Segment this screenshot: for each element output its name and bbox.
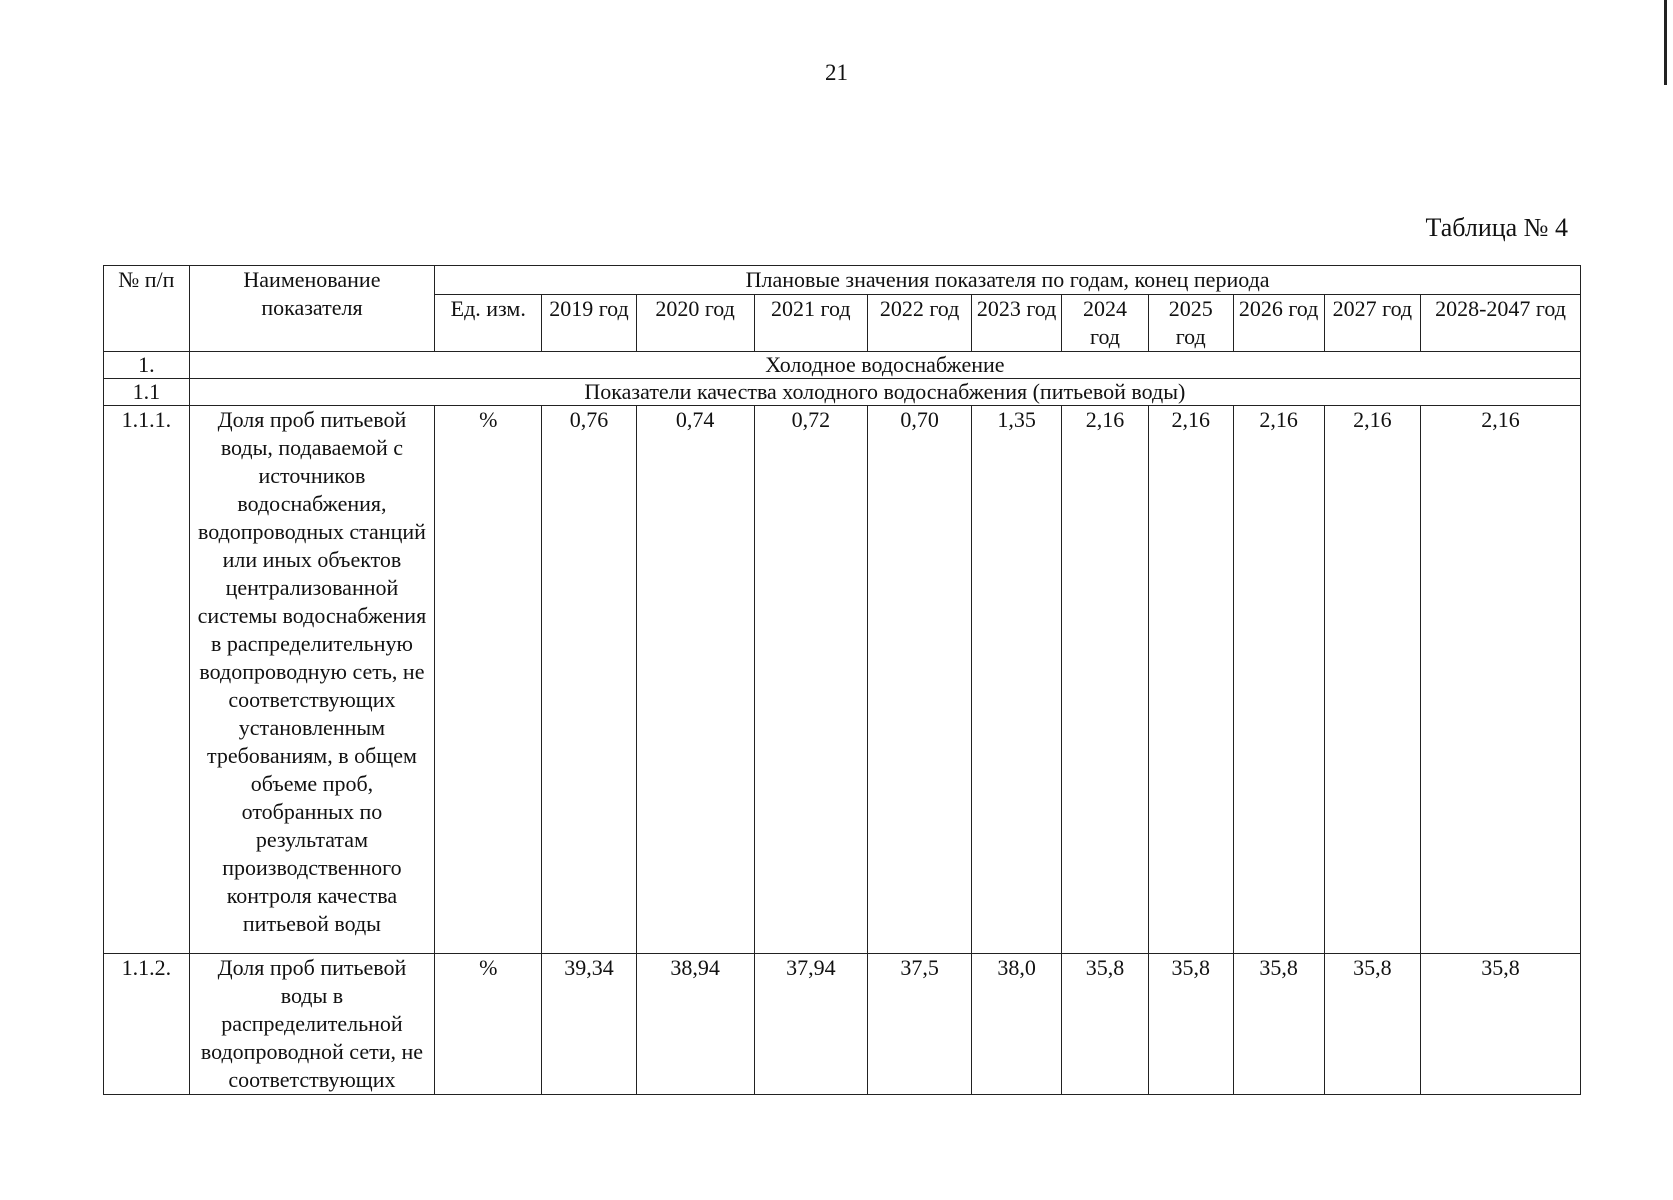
unit-cell: % [435, 954, 542, 1095]
header-group: Плановые значения показателя по годам, конец периода [435, 266, 1581, 295]
unit-cell: % [435, 406, 542, 954]
section-title: Холодное водоснабжение [189, 352, 1580, 379]
section-title: Показатели качества холодного водоснабжения (питьевой воды) [189, 379, 1580, 406]
header-num: № п/п [104, 266, 190, 352]
value-cell: 0,74 [636, 406, 754, 954]
header-unit: Ед. изм. [435, 295, 542, 352]
value-cell: 1,35 [972, 406, 1062, 954]
page-number: 21 [825, 60, 848, 85]
section-row [104, 379, 1581, 406]
header-year: 2021 год [754, 295, 868, 352]
value-cell: 0,70 [868, 406, 972, 954]
value-cell: 35,8 [1062, 954, 1149, 1095]
row-num: 1.1.1. [104, 406, 190, 954]
header-name: Наименование показателя [189, 266, 434, 352]
header-year: 2025 год [1148, 295, 1233, 352]
indicator-name: Доля проб питьевой воды в распределительной водопроводной сети, не соответствующих [189, 954, 434, 1095]
header-year: 2026 год [1233, 295, 1324, 352]
indicator-name: Доля проб питьевой воды, подаваемой с источников водоснабжения, водопроводных станций или иных объектов централизованной системы водоснабжения в распределительную водопроводную сеть, не соответствующих установленным требованиям, в общем объеме проб, отобранных по результатам производственного контроля качества питьевой воды [189, 406, 434, 954]
value-cell: 2,16 [1148, 406, 1233, 954]
header-year: 2020 год [636, 295, 754, 352]
table-header-row-1 [104, 266, 1581, 295]
value-cell: 2,16 [1233, 406, 1324, 954]
value-cell: 37,94 [754, 954, 868, 1095]
section-num: 1.1 [104, 379, 190, 406]
header-year: 2019 год [542, 295, 636, 352]
table-caption: Таблица № 4 [1425, 213, 1568, 242]
header-year: 2027 год [1324, 295, 1420, 352]
table-row [104, 406, 1581, 954]
header-year: 2023 год [972, 295, 1062, 352]
value-cell: 38,94 [636, 954, 754, 1095]
value-cell: 35,8 [1324, 954, 1420, 1095]
value-cell: 0,72 [754, 406, 868, 954]
header-year: 2024 год [1062, 295, 1149, 352]
value-cell: 2,16 [1421, 406, 1581, 954]
value-cell: 35,8 [1421, 954, 1581, 1095]
value-cell: 35,8 [1148, 954, 1233, 1095]
section-row [104, 352, 1581, 379]
header-year: 2028-2047 год [1421, 295, 1581, 352]
indicators-table [103, 265, 1581, 1095]
value-cell: 0,76 [542, 406, 636, 954]
value-cell: 2,16 [1062, 406, 1149, 954]
table-row [104, 954, 1581, 1095]
value-cell: 37,5 [868, 954, 972, 1095]
header-year: 2022 год [868, 295, 972, 352]
value-cell: 2,16 [1324, 406, 1420, 954]
scan-edge-mark [1664, 0, 1667, 85]
row-num: 1.1.2. [104, 954, 190, 1095]
value-cell: 35,8 [1233, 954, 1324, 1095]
value-cell: 38,0 [972, 954, 1062, 1095]
value-cell: 39,34 [542, 954, 636, 1095]
section-num: 1. [104, 352, 190, 379]
